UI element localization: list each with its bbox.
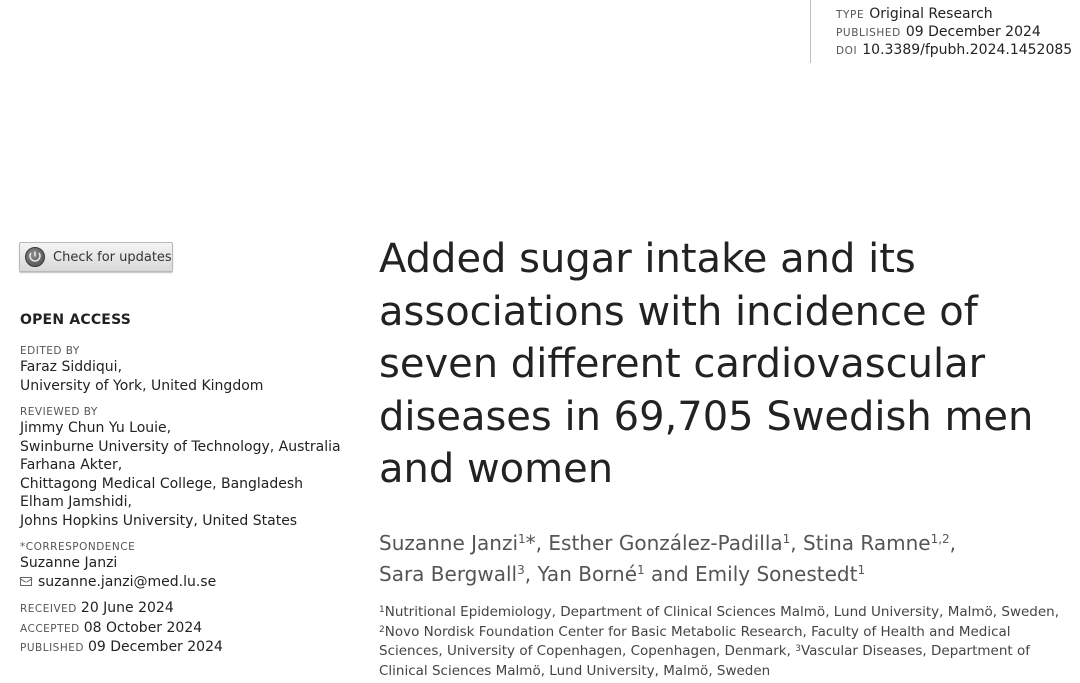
open-access-heading: OPEN ACCESS bbox=[20, 312, 132, 328]
editor-affiliation: University of York, United Kingdom bbox=[20, 377, 264, 394]
accepted-label: ACCEPTED bbox=[20, 622, 80, 635]
received-row bbox=[20, 599, 340, 619]
affiliation-text: Nutritional Epidemiology, Department of Clinical Sciences Malmö, Lund University, Malmö, Sweden, bbox=[384, 604, 1060, 620]
author-affiliation-marker: 1,2 bbox=[930, 532, 950, 546]
author-separator: , bbox=[524, 562, 538, 586]
meta-published-row bbox=[836, 23, 1076, 41]
meta-type-value: Original Research bbox=[869, 6, 993, 22]
affiliation-marker: 3 bbox=[795, 644, 801, 654]
correspondence-email-link[interactable]: suzanne.janzi@med.lu.se bbox=[38, 573, 217, 590]
correspondence-name: Suzanne Janzi bbox=[20, 555, 118, 571]
author-separator: , bbox=[949, 531, 957, 555]
reviewer-3-name: Elham Jamshidi, bbox=[20, 494, 132, 510]
received-label: RECEIVED bbox=[20, 603, 77, 615]
published-value: 09 December 2024 bbox=[87, 639, 223, 655]
reviewed-by-label: REVIEWED BY bbox=[20, 406, 98, 418]
reviewer-1-name: Jimmy Chun Yu Louie, bbox=[20, 420, 172, 436]
author-name[interactable]: Sara Bergwall bbox=[379, 562, 518, 586]
reviewer-2-name: Farhana Akter, bbox=[20, 457, 123, 473]
correspondence-email-row bbox=[20, 573, 340, 592]
author-name[interactable]: Emily Sonestedt bbox=[695, 562, 858, 586]
accepted-row bbox=[20, 619, 340, 639]
correspondence-label: *CORRESPONDENCE bbox=[20, 541, 136, 553]
affiliation-text: Vascular Diseases, Department of Clinical Sciences Malmö, Lund University, Malmö, Sweden bbox=[379, 643, 1030, 679]
check-updates-label: Check for updates bbox=[53, 249, 172, 265]
author-name[interactable]: Suzanne Janzi bbox=[379, 531, 519, 555]
editor-name: Faraz Siddiqui, bbox=[20, 359, 123, 375]
received-value: 20 June 2024 bbox=[80, 600, 174, 616]
edited-by-label: EDITED BY bbox=[20, 345, 80, 357]
meta-published-value: 09 December 2024 bbox=[905, 24, 1041, 40]
reviewer-2-affiliation: Chittagong Medical College, Bangladesh bbox=[20, 475, 304, 492]
meta-type-row bbox=[836, 5, 1076, 23]
published-row bbox=[20, 638, 340, 658]
article-meta bbox=[810, 0, 1076, 63]
meta-doi-row bbox=[836, 41, 1076, 59]
author-separator: , bbox=[790, 531, 803, 555]
check-updates-icon bbox=[25, 247, 45, 267]
doi-link[interactable]: 10.3389/fpubh.2024.1452085 bbox=[862, 42, 1073, 58]
author-name[interactable]: Yan Borné bbox=[537, 562, 638, 586]
reviewer-3-affiliation: Johns Hopkins University, United States bbox=[20, 512, 298, 529]
author-name[interactable]: Stina Ramne bbox=[803, 531, 931, 555]
published-label: PUBLISHED bbox=[20, 642, 84, 654]
affiliation-marker: 2 bbox=[379, 624, 385, 635]
reviewer-1-affiliation: Swinburne University of Technology, Australia bbox=[20, 438, 341, 455]
author-list bbox=[379, 528, 1069, 590]
article-sidebar bbox=[20, 310, 340, 658]
author-affiliation-marker: 1 bbox=[857, 563, 866, 577]
accepted-value: 08 October 2024 bbox=[83, 619, 203, 636]
affiliation-list bbox=[379, 603, 1069, 681]
author-affiliation-marker: 1 bbox=[782, 532, 791, 546]
mail-icon bbox=[20, 577, 32, 586]
author-affiliation-marker: 1 bbox=[518, 532, 526, 546]
author-affiliation-marker: 3 bbox=[517, 563, 525, 577]
affiliation-text: Novo Nordisk Foundation Center for Basic Metabolic Research, Faculty of Health and Medical Sciences, University of Copenhagen, Copenhagen, Denmark, bbox=[379, 623, 1011, 659]
author-separator: *, bbox=[525, 531, 549, 555]
author-name[interactable]: Esther González-Padilla bbox=[548, 531, 783, 555]
article-title: Added sugar intake and its associations with incidence of seven different cardiovascular diseases in 69,705 Swedish men and women bbox=[379, 236, 1034, 492]
meta-published-label: PUBLISHED bbox=[836, 27, 901, 39]
meta-doi-label: DOI bbox=[836, 45, 858, 57]
check-for-updates-button[interactable] bbox=[19, 242, 173, 272]
affiliation-marker: 1 bbox=[379, 605, 385, 615]
meta-type-label: TYPE bbox=[836, 9, 865, 21]
author-affiliation-marker: 1 bbox=[637, 563, 645, 577]
author-separator: and bbox=[644, 562, 696, 586]
